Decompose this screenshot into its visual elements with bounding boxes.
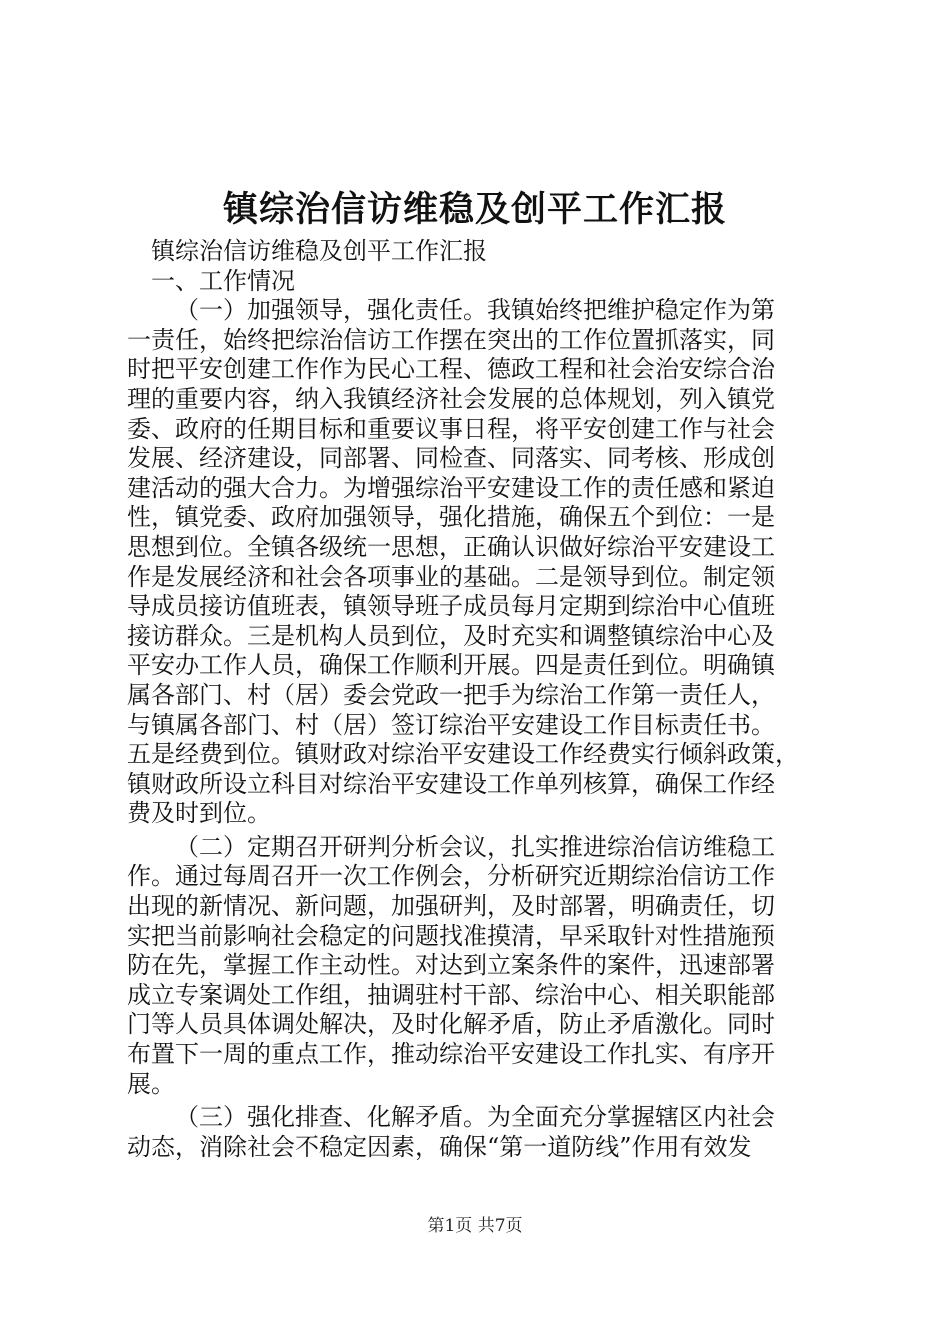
paragraph-line: 建活动的强大合力。为增强综治平安建设工作的责任感和紧迫	[127, 473, 775, 502]
paragraph-line: 费及时到位。	[127, 799, 271, 828]
paragraph-line: 委、政府的任期目标和重要议事日程，将平安创建工作与社会	[127, 414, 775, 443]
section-heading: 一、工作情况	[151, 266, 295, 295]
paragraph-line: 与镇属各部门、村（居）签订综治平安建设工作目标责任书。	[127, 710, 775, 739]
paragraph-line: 属各部门、村（居）委会党政一把手为综治工作第一责任人，	[127, 680, 775, 709]
paragraph-line: 作是发展经济和社会各项事业的基础。二是领导到位。制定领	[127, 562, 775, 591]
paragraph-line: 导成员接访值班表，镇领导班子成员每月定期到综治中心值班	[127, 592, 775, 621]
paragraph-line: 实把当前影响社会稳定的问题找准摸清，早采取针对性措施预	[127, 921, 775, 950]
paragraph-line: 门等人员具体调处解决，及时化解矛盾，防止矛盾激化。同时	[127, 1010, 775, 1039]
subtitle-line: 镇综治信访维稳及创平工作汇报	[151, 237, 487, 265]
paragraph-line: 出现的新情况、新问题，加强研判，及时部署，明确责任，切	[127, 892, 775, 921]
paragraph-line: 展。	[127, 1069, 175, 1098]
paragraph-line: （一）加强领导，强化责任。我镇始终把维护稳定作为第	[175, 296, 775, 325]
document-body	[127, 237, 840, 1162]
paragraph-line: 接访群众。三是机构人员到位，及时充实和调整镇综治中心及	[127, 621, 775, 650]
page-title: 镇综治信访维稳及创平工作汇报	[222, 189, 727, 230]
paragraph-line: 镇财政所设立科目对综治平安建设工作单列核算，确保工作经	[127, 769, 775, 798]
paragraph-line: （二）定期召开研判分析会议，扎实推进综治信访维稳工	[175, 832, 775, 861]
paragraph-line: 作。通过每周召开一次工作例会，分析研究近期综治信访工作	[127, 862, 775, 891]
paragraph-line: 性，镇党委、政府加强领导，强化措施，确保五个到位：一是	[127, 503, 775, 532]
paragraph-line: 时把平安创建工作作为民心工程、德政工程和社会治安综合治	[127, 355, 775, 384]
paragraph-line: 动态，消除社会不稳定因素，确保“第一道防线”作用有效发	[127, 1132, 752, 1161]
paragraph-line: 思想到位。全镇各级统一思想，正确认识做好综治平安建设工	[127, 532, 775, 561]
page-footer: 第1页 共7页	[427, 1216, 523, 1236]
paragraph-line: 一责任，始终把综治信访工作摆在突出的工作位置抓落实，同	[127, 325, 775, 354]
paragraph-line: 成立专案调处工作组，抽调驻村干部、综治中心、相关职能部	[127, 980, 775, 1009]
paragraph-line: （三）强化排查、化解矛盾。为全面充分掌握辖区内社会	[175, 1103, 775, 1132]
paragraph-line: 发展、经济建设，同部署、同检查、同落实、同考核、形成创	[127, 444, 775, 473]
paragraph-line: 布置下一周的重点工作，推动综治平安建设工作扎实、有序开	[127, 1040, 775, 1069]
paragraph-line: 防在先，掌握工作主动性。对达到立案条件的案件，迅速部署	[127, 951, 775, 980]
paragraph-line: 五是经费到位。镇财政对综治平安建设工作经费实行倾斜政策，	[127, 740, 799, 769]
paragraph-line: 理的重要内容，纳入我镇经济社会发展的总体规划，列入镇党	[127, 384, 775, 413]
paragraph-line: 平安办工作人员，确保工作顺利开展。四是责任到位。明确镇	[127, 651, 775, 680]
